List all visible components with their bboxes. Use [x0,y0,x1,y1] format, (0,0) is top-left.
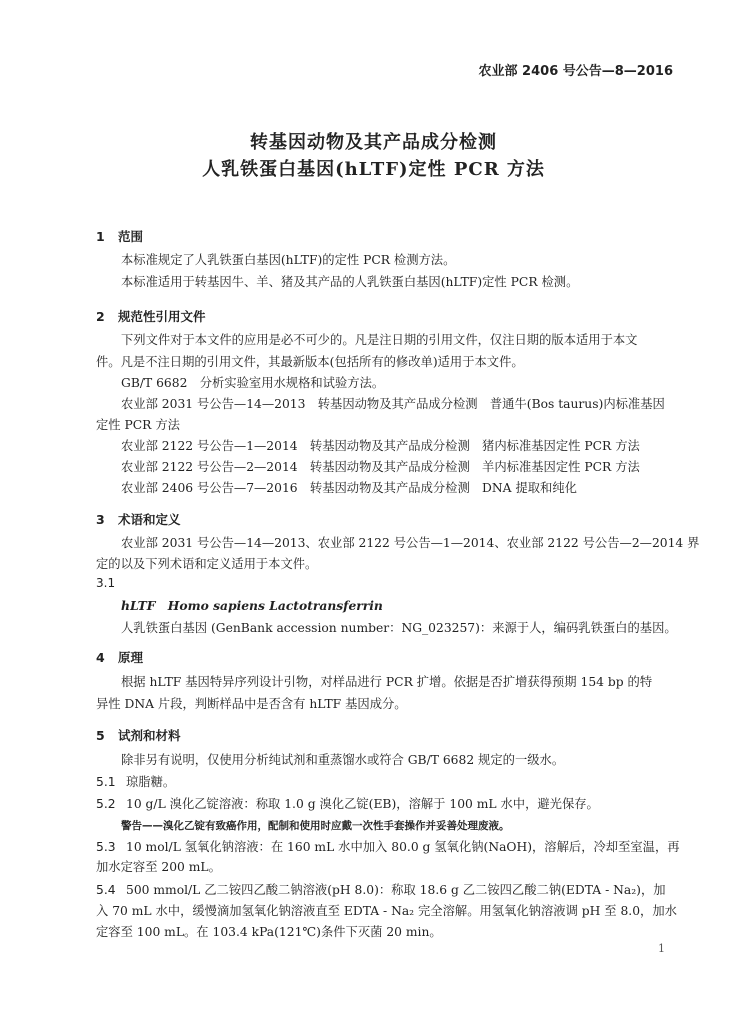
clause-number: 5.3 [96,840,116,854]
section-title: 规范性引用文件 [118,309,206,324]
paragraph: 本标准规定了人乳铁蛋白基因(hLTF)的定性 PCR 检测方法。 [121,253,456,267]
clause-continuation: 定容至 100 mL。在 103.4 kPa(121℃)条件下灭菌 20 min。 [96,925,442,939]
section-3-heading [96,510,181,528]
section-1-heading [96,227,143,245]
term-heading: hLTF Homo sapiens Lactotransferrin [121,598,383,613]
section-title: 术语和定义 [118,512,181,527]
section-number: 4 [96,650,105,665]
clause-text: 10 mol/L 氢氧化钠溶液：在 160 mL 水中加入 80.0 g 氢氧化钠(NaOH)，溶解后，冷却至室温，再 [126,840,680,854]
clause-text: 琼脂糖。 [126,775,176,789]
reference-item: 农业部 2406 号公告—7—2016 转基因动物及其产品成分检测 DNA 提取和纯化 [121,481,577,495]
clause-5-4 [96,881,666,899]
reference-item: GB/T 6682 分析实验室用水规格和试验方法。 [121,376,385,390]
section-number: 2 [96,309,105,324]
reference-item: 定性 PCR 方法 [96,418,180,432]
paragraph: 异性 DNA 片段，判断样品中是否含有 hLTF 基因成分。 [96,697,407,711]
clause-continuation: 入 70 mL 水中，缓慢滴加氢氧化钠溶液直至 EDTA - Na₂ 完全溶解。用氢氧化钠溶液调 pH 至 8.0，加水 [96,904,677,918]
paragraph: 下列文件对于本文件的应用是必不可少的。凡是注日期的引用文件，仅注日期的版本适用于本文 [121,333,638,347]
section-number: 3 [96,512,105,527]
paragraph: 除非另有说明，仅使用分析纯试剂和重蒸馏水或符合 GB/T 6682 规定的一级水。 [121,753,565,767]
clause-number: 5.1 [96,775,116,789]
doc-title-line1: 转基因动物及其产品成分检测 [250,132,497,153]
clause-5-2 [96,795,599,813]
reference-item: 农业部 2122 号公告—1—2014 转基因动物及其产品成分检测 猪内标准基因定性 PCR 方法 [121,439,640,453]
paragraph: 农业部 2031 号公告—14—2013、农业部 2122 号公告—1—2014、农业部 2122 号公告—2—2014 界 [121,536,700,550]
reference-item: 农业部 2031 号公告—14—2013 转基因动物及其产品成分检测 普通牛(Bos taurus)内标准基因 [121,397,665,411]
warning-note: 警告——溴化乙锭有致癌作用，配制和使用时应戴一次性手套操作并妥善处理废液。 [121,820,510,832]
section-2-heading [96,307,206,325]
term-definition: 人乳铁蛋白基因 (GenBank accession number：NG_023257)：来源于人，编码乳铁蛋白的基因。 [121,621,677,635]
doc-title-line2: 人乳铁蛋白基因(hLTF)定性 PCR 方法 [202,159,545,180]
paragraph: 件。凡是不注日期的引用文件，其最新版本(包括所有的修改单)适用于本文件。 [96,355,524,369]
paragraph: 本标准适用于转基因牛、羊、猪及其产品的人乳铁蛋白基因(hLTF)定性 PCR 检测。 [121,275,579,289]
clause-text: 500 mmol/L 乙二铵四乙酸二钠溶液(pH 8.0)：称取 18.6 g 乙二铵四乙酸二钠(EDTA - Na₂)，加 [126,883,666,897]
standard-code: 农业部 2406 号公告—8—2016 [478,64,673,79]
paragraph: 定的以及下列术语和定义适用于本文件。 [96,557,318,571]
section-number: 5 [96,728,105,743]
section-number: 1 [96,229,105,244]
clause-5-3 [96,838,680,856]
section-5-heading [96,726,181,744]
clause-continuation: 加水定容至 200 mL。 [96,860,221,874]
subsection-number: 3.1 [96,576,116,590]
clause-5-1 [96,773,175,791]
paragraph: 根据 hLTF 基因特异序列设计引物，对样品进行 PCR 扩增。依据是否扩增获得预期 154 bp 的特 [121,675,653,689]
clause-text: 10 g/L 溴化乙锭溶液：称取 1.0 g 溴化乙锭(EB)，溶解于 100 mL 水中，避光保存。 [126,797,599,811]
clause-number: 5.2 [96,797,116,811]
section-4-heading [96,648,143,666]
section-title: 范围 [118,229,144,244]
clause-number: 5.4 [96,883,116,897]
section-title: 试剂和材料 [118,728,181,743]
reference-item: 农业部 2122 号公告—2—2014 转基因动物及其产品成分检测 羊内标准基因定性 PCR 方法 [121,460,640,474]
section-title: 原理 [118,650,144,665]
page-number: 1 [658,942,665,955]
